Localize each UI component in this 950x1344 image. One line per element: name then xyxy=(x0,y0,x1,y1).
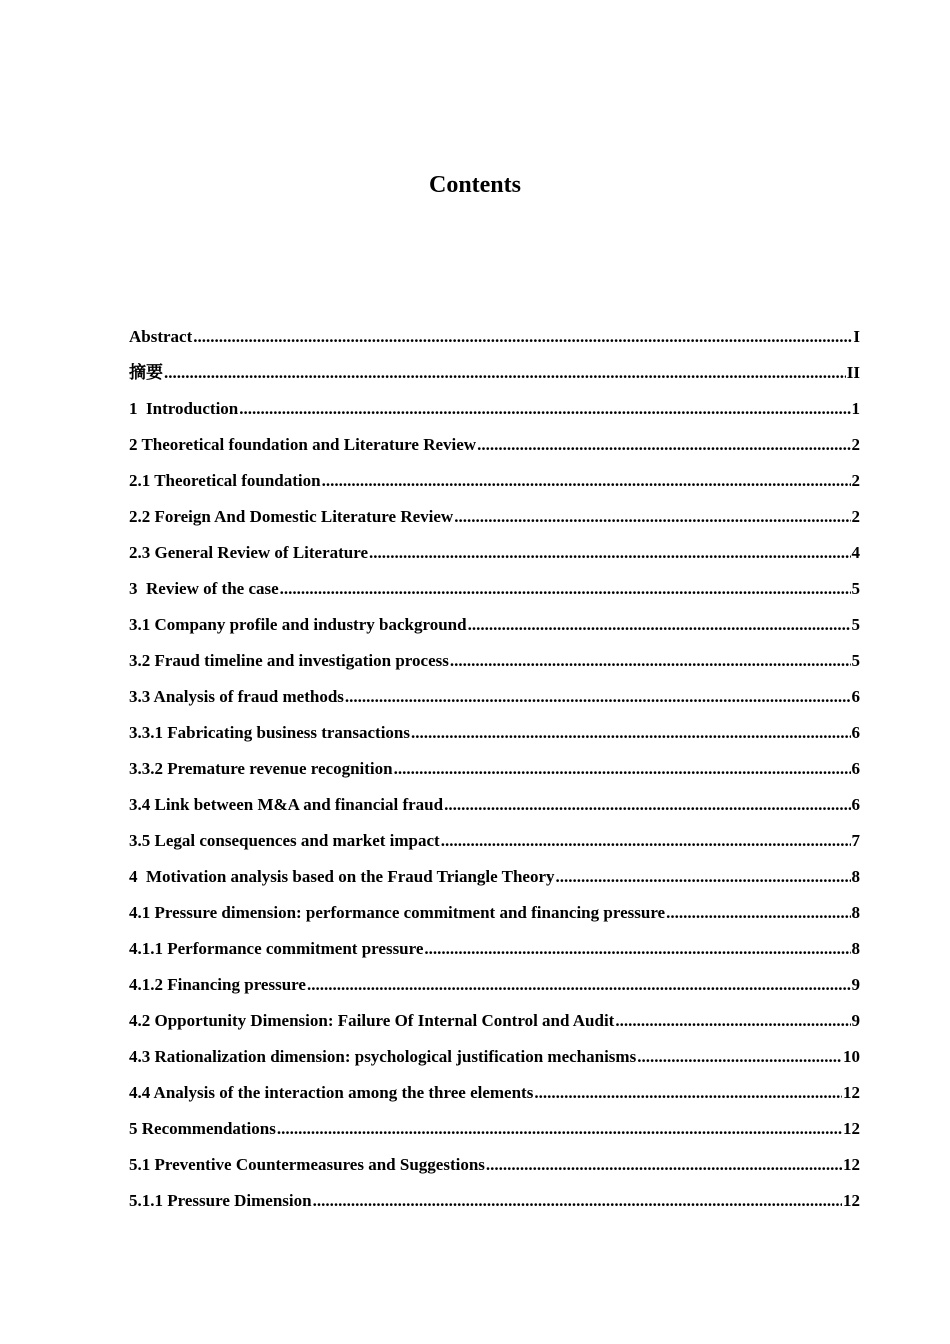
toc-entry-label: 2 Theoretical foundation and Literature Review xyxy=(129,435,477,454)
toc-entry-page: 2 xyxy=(851,435,860,454)
toc-entry[interactable] xyxy=(129,358,860,394)
toc-dot-leader xyxy=(666,898,850,928)
toc-entry-label: 4 Motivation analysis based on the Fraud Triangle Theory xyxy=(129,867,555,886)
toc-entry-page: 6 xyxy=(851,795,860,814)
toc-entry[interactable] xyxy=(129,826,860,862)
toc-dot-leader xyxy=(164,358,846,388)
toc-entry-label: 5.1.1 Pressure Dimension xyxy=(129,1191,312,1210)
toc-entry[interactable] xyxy=(129,646,860,682)
toc-entry-page: 6 xyxy=(851,723,860,742)
toc-entry-page: 5 xyxy=(851,651,860,670)
toc-entry-page: 7 xyxy=(851,831,860,850)
toc-entry-label: 2.1 Theoretical foundation xyxy=(129,471,321,490)
toc-entry[interactable] xyxy=(129,538,860,574)
toc-dot-leader xyxy=(534,1078,842,1108)
toc-entry[interactable] xyxy=(129,322,860,358)
toc-dot-leader xyxy=(193,322,852,352)
toc-entry-page: 2 xyxy=(851,507,860,526)
toc-dot-leader xyxy=(369,538,850,568)
toc-entry-page: 5 xyxy=(851,615,860,634)
toc-entry-label: 4.2 Opportunity Dimension: Failure Of Internal Control and Audit xyxy=(129,1011,615,1030)
toc-dot-leader xyxy=(637,1042,842,1072)
toc-entry[interactable] xyxy=(129,1006,860,1042)
toc-entry-label: 3.1 Company profile and industry background xyxy=(129,615,467,634)
toc-entry[interactable] xyxy=(129,394,860,430)
toc-dot-leader xyxy=(313,1186,842,1216)
toc-entry-page: 12 xyxy=(843,1083,860,1102)
toc-dot-leader xyxy=(615,1006,850,1036)
toc-entry-page: 9 xyxy=(851,1011,860,1030)
toc-entry-label: 3.3 Analysis of fraud methods xyxy=(129,687,344,706)
toc-dot-leader xyxy=(394,754,851,784)
toc-dot-leader xyxy=(468,610,851,640)
toc-entry-label: 3.4 Link between M&A and financial fraud xyxy=(129,795,444,814)
toc-entry-page: 9 xyxy=(851,975,860,994)
toc-entry[interactable] xyxy=(129,1114,860,1150)
toc-dot-leader xyxy=(477,430,850,460)
toc-entry[interactable] xyxy=(129,502,860,538)
toc-entry-label: 2.2 Foreign And Domestic Literature Review xyxy=(129,507,454,526)
toc-entry-label: 4.1 Pressure dimension: performance commitment and financing pressure xyxy=(129,903,666,922)
toc-entry-label: 4.4 Analysis of the interaction among the three elements xyxy=(129,1083,534,1102)
toc-entry-label: 5.1 Preventive Countermeasures and Suggestions xyxy=(129,1155,485,1174)
toc-entry-page: 5 xyxy=(851,579,860,598)
toc-entry-label: 4.1.2 Financing pressure xyxy=(129,975,306,994)
toc-entry-label: 摘要 xyxy=(129,363,163,382)
toc-entry-label: 3.3.1 Fabricating business transactions xyxy=(129,723,410,742)
toc-entry-page: 8 xyxy=(851,867,860,886)
toc-entry[interactable] xyxy=(129,862,860,898)
toc-entry-page: 1 xyxy=(851,399,860,418)
toc-dot-leader xyxy=(345,682,851,712)
toc-entry[interactable] xyxy=(129,790,860,826)
toc-entry[interactable] xyxy=(129,1186,860,1222)
toc-entry[interactable] xyxy=(129,718,860,754)
toc-entry-page: I xyxy=(853,327,860,346)
page-title: Contents xyxy=(428,172,521,198)
toc-entry-label: 4.1.1 Performance commitment pressure xyxy=(129,939,424,958)
toc-dot-leader xyxy=(450,646,851,676)
toc-entry-label: 1 Introduction xyxy=(129,399,239,418)
toc-entry[interactable] xyxy=(129,970,860,1006)
toc-dot-leader xyxy=(280,574,851,604)
toc-dot-leader xyxy=(277,1114,842,1144)
toc-entry-page: II xyxy=(846,363,860,382)
toc-entry-page: 8 xyxy=(851,939,860,958)
toc-entry-page: 10 xyxy=(843,1047,860,1066)
toc-entry-label: 3.5 Legal consequences and market impact xyxy=(129,831,440,850)
toc-entry[interactable] xyxy=(129,466,860,502)
toc-entry[interactable] xyxy=(129,574,860,610)
toc-dot-leader xyxy=(307,970,851,1000)
toc-dot-leader xyxy=(239,394,850,424)
toc-entry-page: 8 xyxy=(851,903,860,922)
toc-entry-label: 3.2 Fraud timeline and investigation process xyxy=(129,651,449,670)
toc-entry-label: 3.3.2 Premature revenue recognition xyxy=(129,759,393,778)
toc-entry[interactable] xyxy=(129,1078,860,1114)
toc-entry[interactable] xyxy=(129,1150,860,1186)
toc-dot-leader xyxy=(486,1150,842,1180)
toc-entry-label: Abstract xyxy=(129,327,193,346)
toc-entry[interactable] xyxy=(129,754,860,790)
table-of-contents xyxy=(129,322,860,1222)
toc-entry-page: 6 xyxy=(851,687,860,706)
toc-entry-page: 12 xyxy=(843,1119,860,1138)
toc-dot-leader xyxy=(454,502,850,532)
toc-entry-label: 4.3 Rationalization dimension: psychological justification mechanisms xyxy=(129,1047,637,1066)
toc-entry[interactable] xyxy=(129,430,860,466)
toc-dot-leader xyxy=(441,826,851,856)
toc-dot-leader xyxy=(556,862,851,892)
toc-entry[interactable] xyxy=(129,898,860,934)
toc-entry-label: 2.3 General Review of Literature xyxy=(129,543,369,562)
toc-entry-page: 6 xyxy=(851,759,860,778)
toc-entry-label: 3 Review of the case xyxy=(129,579,279,598)
toc-entry[interactable] xyxy=(129,1042,860,1078)
toc-entry-page: 12 xyxy=(843,1155,860,1174)
toc-entry[interactable] xyxy=(129,682,860,718)
toc-dot-leader xyxy=(444,790,850,820)
toc-dot-leader xyxy=(322,466,851,496)
toc-entry[interactable] xyxy=(129,934,860,970)
toc-dot-leader xyxy=(424,934,850,964)
toc-entry-page: 2 xyxy=(851,471,860,490)
toc-entry[interactable] xyxy=(129,610,860,646)
toc-dot-leader xyxy=(411,718,851,748)
toc-entry-label: 5 Recommendations xyxy=(129,1119,276,1138)
toc-entry-page: 4 xyxy=(851,543,860,562)
toc-entry-page: 12 xyxy=(843,1191,860,1210)
